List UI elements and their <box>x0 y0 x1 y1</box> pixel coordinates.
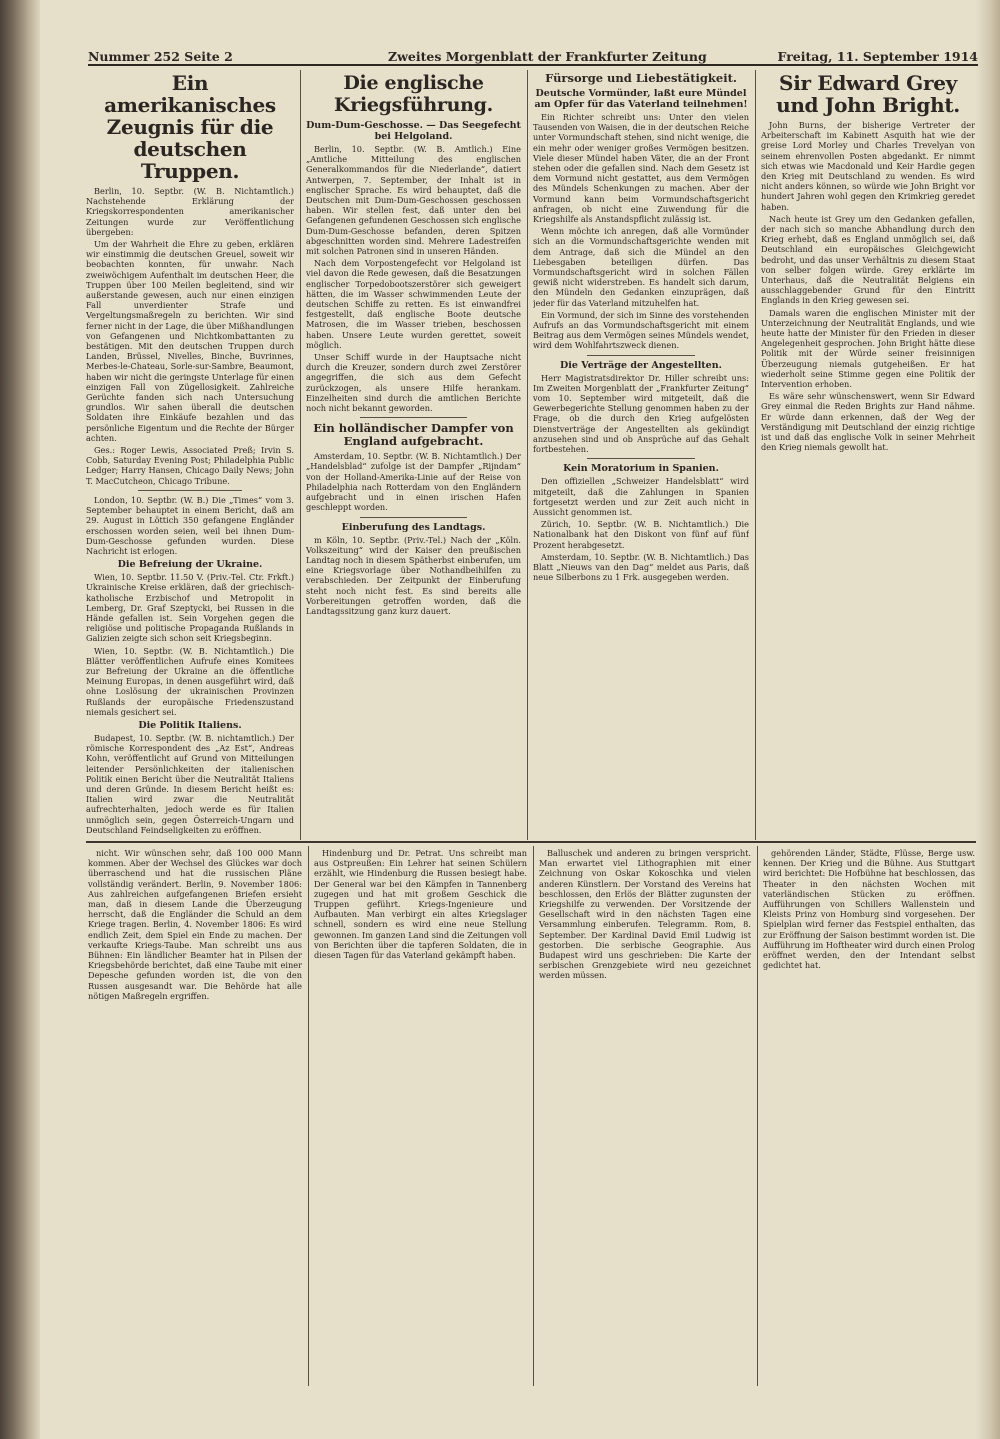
feuilleton-column-3 <box>539 848 751 1384</box>
article-paragraph: Wien, 10. Septbr. 11.50 V. (Priv.-Tel. Ctr. Frkft.) Ukrainische Kreise erklären, daß der griechisch-katholische Erzbischof und Metropolit in Lemberg, Dr. Graf Szeptycki, bei Russen in die Hände gefallen ist. Sein Vorgehen gegen die religiöse und politische Propaganda Rußlands in Galizien zeigte sich schon seit Kriegsbeginn. <box>86 572 294 644</box>
article-paragraph: Unser Schiff wurde in der Hauptsache nicht durch die Kreuzer, sondern durch zwei Zerstörer angegriffen, die sich aus dem Gefecht zurückzogen, als unsere Hilfe herankam. Einzelheiten sind durch die amtlichen Berichte noch nicht bekannt geworden. <box>306 352 521 414</box>
column-rule <box>527 70 528 840</box>
column-1 <box>86 72 294 838</box>
section-heading: Die Politik Italiens. <box>138 719 242 731</box>
column-rule <box>757 846 758 1386</box>
feuilleton-column-1 <box>88 848 302 1384</box>
section-heading: Die Verträge der Angestellten. <box>560 359 722 371</box>
column-3 <box>533 72 749 838</box>
article-paragraph: Nach dem Vorpostengefecht vor Helgoland ist viel davon die Rede gewesen, daß die Besatzungen englischer Torpedobootszerstörer sich geweigert hätten, die im Wasser schwimmenden Leute der deutschen Schiffe zu retten. Es ist einwandfrei festgestellt, daß englische Boote deutsche Matrosen, die im Wasser trieben, beschossen haben. Unsere Leute wurden gerettet, soweit möglich. <box>306 258 521 350</box>
feuilleton-column-2 <box>314 848 527 1384</box>
article-paragraph: Nach heute ist Grey um den Gedanken gefallen, der nach sich so manche Abhandlung durch den Krieg erhebt, daß es England unmöglich sei, daß Deutschland ein europäisches Gleichgewicht bedroht, und das unser Verhältnis zu diesem Staat von selber folgen würde. Grey erklärte im Unterhaus, daß die Neutralität Belgiens ein ausschlaggebender Grund für den Eintritt Englands in den Krieg gewesen sei. <box>761 213 975 306</box>
article-paragraph: Ein Richter schreibt uns: Unter den vielen Tausenden von Waisen, die in der deutschen Reiche unter Vormundschaft stehen, sind nicht wenige, die ein mehr oder weniger großes Vermögen besitzen. Viele dieser Mündel haben Väter, die an der Front stehen oder die gefallen sind. Nach dem Gesetz ist dem Vormund nicht gestattet, aus dem Vermögen des Mündels Schenkungen zu machen. Aber der Vormund kann beim Vormundschaftsgericht anfragen, ob nicht eine Zuwendung für die Kriegshilfe als Anstandspflicht zulässig ist. <box>533 112 749 225</box>
section-heading: Ein holländischer Dampfer von England aufgebracht. <box>313 421 514 449</box>
article-paragraph: m Köln, 10. Septbr. (Priv.-Tel.) Nach der „Köln. Volkszeitung“ wird der Kaiser den preußischen Landtag noch in diesem Spätherbst einberufen, um eine Kriegsvorlage über Nothandbeihilfen zu verabschieden. Der Zeitpunkt der Einberufung steht noch nicht fest. Es sind bereits alle Vorbereitungen getroffen worden, daß die Landtagssitzung ganz kurz dauert. <box>306 534 521 616</box>
section-divider <box>587 458 695 459</box>
feuilleton-text: Hindenburg und Dr. Petrat. Uns schreibt man aus Ostpreußen: Ein Lehrer hat seinen Schülern erzählt, wie Hindenburg die Russen besiegt habe. Der General war bei den Kämpfen in Tannenberg zugegen und hat mit großem Geschick die Truppen geführt. Kriegs-Ingenieure und Aufbauten. Man verbirgt ein altes Kriegslager schnell, sondern es wird eine neue Stellung gewonnen. Im ganzen Land sind die Zeitungen voll von Berichten über die tapferen Soldaten, die in diesen Tagen für das Vaterland gekämpft haben. <box>314 848 527 961</box>
article-paragraph: Berlin, 10. Septbr. (W. B. Nichtamtlich.) Nachstehende Erklärung der Kriegskorrespondenten amerikanischer Zeitungen wurde zur Veröffentlichung übergeben: <box>86 186 294 237</box>
article-headline: Die englische Kriegsführung. <box>334 72 493 116</box>
article-paragraph: Den offiziellen „Schweizer Handelsblatt“ wird mitgeteilt, daß die Zahlungen in Spanien fortgesetzt werden und zur Zeit auch nicht in Aussicht genommen ist. <box>533 476 749 517</box>
article-headline: Sir Edward Grey und John Bright. <box>776 72 960 117</box>
section-title: Fürsorge und Liebestätigkeit. <box>545 72 737 85</box>
article-paragraph: Um der Wahrheit die Ehre zu geben, erklären wir einstimmig die deutschen Greuel, soweit wir beobachten konnten, für unwahr. Nach zweiwöchigem Aufenthalt im deutschen Heer, die Truppen über 100 Meilen begleitend, sind wir außerstande gewesen, auch nur einen einzigen Fall unverdienter Strafe und Vergeltungsmaßregeln zu berichten. Wir sind ferner nicht in der Lage, die über Mißhandlungen von Gefangenen und Nichtkombattanten zu bestätigen. Mit den deutschen Truppen durch Landen, Brüssel, Nivelles, Binche, Buvrinnes, Merbes-le-Chateau, Sorle-sur-Sambre, Beaumont, haben wir nicht die geringste Unterlage für einen einzigen Fall von Zügellosigkeit. Zahlreiche Gerüchte fanden sich nach Untersuchung grundlos. Wir sahen überall die deutschen Soldaten ihre Einkäufe bezahlen und das persönliche Eigentum und die Rechte der Bürger achten. <box>86 239 294 443</box>
article-paragraph: Wenn möchte ich anregen, daß alle Vormünder sich an die Vormundschaftsgerichte wenden mit dem Antrage, daß sich die Mündel an den Liebesgaben beteiligen dürfen. Das Vormundschaftsgericht wird in solchen Fällen gewiß nicht widerstreben. Es handelt sich darum, den Mündeln den Gedanken einzuprägen, daß jeder für das Vaterland mitzuhelfen hat. <box>533 226 749 308</box>
feuilleton-column-4 <box>763 848 975 1384</box>
article-paragraph: Amsterdam, 10. Septbr. (W. B. Nichtamtlich.) Das Blatt „Nieuws van den Dag“ meldet aus Paris, daß neue Silberbons zu 1 Frk. ausgegeben werden. <box>533 551 749 583</box>
article-headline: Ein amerikanisches Zeugnis für die deutschen Truppen. <box>104 72 276 183</box>
article-paragraph: John Burns, der bisherige Vertreter der Arbeiterschaft im Kabinett Asquith hat wie der greise Lord Morley und Charles Trevelyan von seinem ehrenvollen Posten abgedankt. Er nimmt sich etwas wie Macdonald und Keir Hardie gegen den Krieg mit Deutschland zu wenden. Es wird nicht anders können, so würde wie John Bright vor hundert Jahren wohl gegen den Krimkrieg geredet haben. <box>761 120 975 212</box>
column-rule <box>308 846 309 1386</box>
page-edge-shadow <box>976 0 1000 1439</box>
masthead-rule <box>88 64 978 69</box>
feuilleton-text: gehörenden Länder, Städte, Flüsse, Berge usw. kennen. Der Krieg und die Bühne. Aus Stuttgart wird berichtet: Die Hofbühne hat beschlossen, das Theater in den nächsten Wochen mit vaterländischen Stücken zu eröffnen. Aufführungen von Schillers Wallenstein und Kleists Prinz von Homburg sind vorgesehen. Der Spielplan wird ferner das Festspiel enthalten, das zur Eröffnung der Saison bestimmt worden ist. Die Aufführung im Hoftheater wird durch einen Prolog eröffnet werden, den der Intendant selbst gedichtet hat. <box>763 848 975 971</box>
article-paragraph: Ein Vormund, der sich im Sinne des vorstehenden Aufrufs an das Vormundschaftsgericht mit einem Beitrag aus dem Vermögen seines Mündels wendet, wird dem Wohlfahrtszweck dienen. <box>533 309 749 351</box>
column-rule <box>300 70 301 840</box>
article-paragraph: Zürich, 10. Septbr. (W. B. Nichtamtlich.) Die Nationalbank hat den Diskont von fünf auf fünf Prozent herabgesetzt. <box>533 519 749 550</box>
book-binding <box>0 0 40 1439</box>
article-paragraph: Ges.: Roger Lewis, Associated Preß; Irvin S. Cobb, Saturday Evening Post; Philadelphia Public Ledger; Harry Hansen, Chicago Daily News; John T. MacCutcheon, Chicago Tribune. <box>86 445 294 486</box>
article-paragraph: Amsterdam, 10. Septbr. (W. B. Nichtamtlich.) Der „Handelsblad“ zufolge ist der Dampfer „Rijndam“ von der Holland-Amerika-Linie auf der Reise von Philadelphia nach Rotterdam von den Engländern aufgebracht und in einen irischen Hafen geschleppt worden. <box>306 451 521 513</box>
article-headline: Deutsche Vormünder, laßt eure Mündel am Opfer für das Vaterland teilnehmen! <box>534 88 748 110</box>
section-divider <box>587 355 695 356</box>
feuilleton-rule <box>86 841 976 843</box>
article-subtitle: Dum-Dum-Geschosse. — Das Seegefecht bei Helgoland. <box>306 120 521 142</box>
column-rule <box>755 70 756 840</box>
article-paragraph: Herr Magistratsdirektor Dr. Hiller schreibt uns: Im Zweiten Morgenblatt der „Frankfurter Zeitung“ vom 10. September wird mitgeteilt, daß die Gewerbegerichte Stellung genommen haben zu der Frage, ob die durch den Krieg aufgelösten Dienstverträge der Angestellten als gekündigt anzusehen sind und ob Ansprüche auf das Gehalt fortbestehen. <box>533 372 749 455</box>
section-divider <box>360 417 468 418</box>
article-paragraph: Berlin, 10. Septbr. (W. B. Amtlich.) Eine „Amtliche Mitteilung des englischen Generalkommandos für die Niederlande“, datiert Antwerpen, 7. September, der Inhalt ist in englischer Sprache. Es wird behauptet, daß die Deutschen mit Dum-Dum-Geschossen geschossen haben. Wir stellen fest, daß unter den bei Gefangenen gefundenen Geschossen sich englische Dum-Dum-Geschosse befanden, deren Spitzen abgeschnitten worden sind. Mehrere Ladestreifen mit solchen Patronen sind in unseren Händen. <box>306 144 521 257</box>
article-paragraph: Budapest, 10. Septbr. (W. B. nichtamtlich.) Der römische Korrespondent des „Az Est“, Andreas Kohn, veröffentlicht auf Grund von Mitteilungen leitender Persönlichkeiten der italienischen Politik einen Bericht über die Neutralität Italiens und deren Gründe. In diesem Bericht heißt es: Italien wird zwar die Neutralität aufrechterhalten, jedoch werde es für Italien unmöglich sein, gegen Österreich-Ungarn und Deutschland Feindseligkeiten zu eröffnen. <box>86 732 294 835</box>
issue-date: Freitag, 11. September 1914 <box>777 49 978 64</box>
section-heading: Die Befreiung der Ukraine. <box>117 559 263 571</box>
article-paragraph: London, 10. Septbr. (W. B.) Die „Times“ vom 3. September behauptet in einem Bericht, daß am 29. August in Löttich 350 gefangene Engländer erschossen worden seien, weil bei ihnen Dum-Dum-Geschosse gefunden wurden. Diese Nachricht ist erlogen. <box>86 494 294 556</box>
masthead <box>88 49 978 65</box>
column-4 <box>761 72 975 838</box>
section-heading: Einberufung des Landtags. <box>341 521 486 533</box>
feuilleton-text: nicht. Wir wünschen sehr, daß 100 000 Mann kommen. Aber der Wechsel des Glückes war doch überraschend und hat die russischen Pläne vollständig verändert. Berlin, 9. November 1806: Aus zahlreichen aufgefangenen Briefen ersieht man, daß in diesem Lande die Überzeugung herrscht, daß die Engländer die Schuld an dem Kriege tragen. Berlin, 4. November 1806: Es wird endlich Zeit, dem Spiel ein Ende zu machen. Der verkaufte Kriegs-Taube. Man schreibt uns aus Bühnen: Ein ländlicher Beamter hat in Pilsen der Kriegsbehörde berichtet, daß eine Taube mit einer Depesche gefunden worden ist, die von den Russen ausgesandt war. Die Behörde hat alle nötigen Maßregeln ergriffen. <box>88 848 302 1001</box>
article-paragraph: Damals waren die englischen Minister mit der Unterzeichnung der Neutralität Englands, und wie heute hatte der Minister für den Frieden in dieser Angelegenheit gesprochen. John Bright hätte diese Politik mit der Würde seiner freisinnigen Überzeugung niemals gutgeheißen. Er hat wiederholt seine Stimme gegen eine Politik der Intervention erhoben. <box>761 307 975 390</box>
column-rule <box>533 846 534 1386</box>
section-heading: Kein Moratorium in Spanien. <box>563 463 719 475</box>
issue-number: Nummer 252 Seite 2 <box>88 49 233 64</box>
article-paragraph: Es wäre sehr wünschenswert, wenn Sir Edward Grey einmal die Reden Brights zur Hand nähme. Er würde dann erkennen, daß der Weg der Verständigung mit Deutschland der einzig richtige ist und daß das englische Volk in seiner Mehrheit den Krieg niemals gewollt hat. <box>761 391 975 453</box>
feuilleton-text: Balluschek und anderen zu bringen verspricht. Man erwartet viel Lithographien mit einer Zeichnung von Oskar Kokoschka und vielen anderen Künstlern. Der Vorstand des Vereins hat beschlossen, den Erlös der Blätter zugunsten der Kriegshilfe zu verwenden. Der Vorsitzende der Gesellschaft wird in den nächsten Tagen eine Versammlung einberufen. Telegramm. Rom, 8. September. Der Kardinal David Emil Ludwig ist gestorben. Die serbische Geographie. Aus Budapest wird uns geschrieben: Die Karte der serbischen Grenzgebiete wird neu gezeichnet werden müssen. <box>539 848 751 981</box>
article-paragraph: Wien, 10. Septbr. (W. B. Nichtamtlich.) Die Blätter veröffentlichen Aufrufe eines Komitees zur Befreiung der Ukraine an die öffentliche Meinung Europas, in denen ausgeführt wird, daß ohne Loslösung der ukrainischen Provinzen Rußlands der europäische Friedenszustand niemals gesichert sei. <box>86 645 294 717</box>
section-divider <box>138 490 242 491</box>
section-divider <box>360 517 468 518</box>
newspaper-title: Zweites Morgenblatt der Frankfurter Zeitung <box>388 49 707 64</box>
column-2 <box>306 72 521 838</box>
